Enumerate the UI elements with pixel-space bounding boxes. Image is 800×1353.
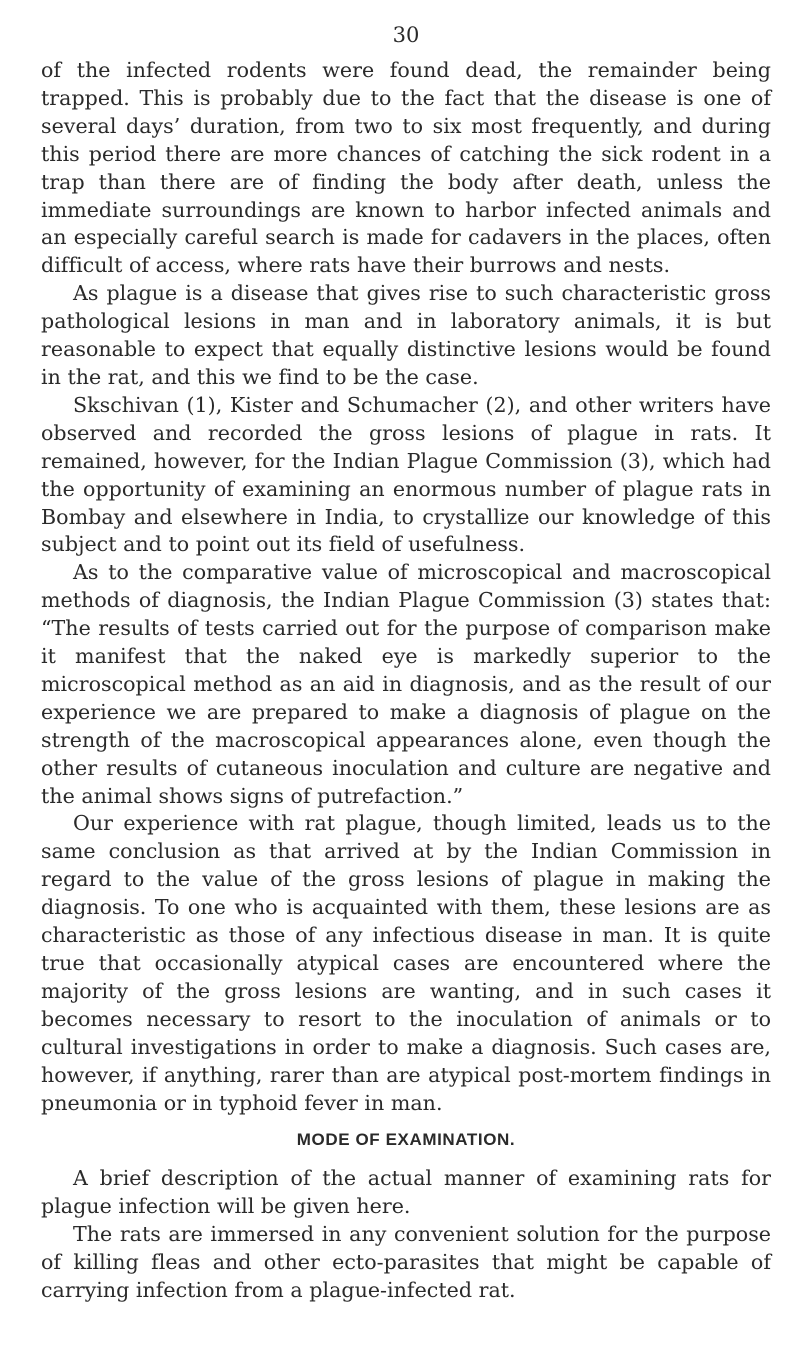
- paragraph-brief-description: A brief description of the actual manner of examining rats for plague infection will be given here.: [41, 1166, 771, 1219]
- page-number: 30: [392, 23, 420, 47]
- paragraph-continuation: of the infected rodents were found dead, the remainder being trapped. This is probably due to the fact that the disease is one of several days’ duration, from two to six most frequently, and during this period there are more chances of catching the sick rodent in a trap than there are of finding the body after death, unless the immediate surroundings are known to harbor infected animals and an especially careful search is made for cadavers in the places, often difficult of access, where rats have their burrows and nests.: [41, 58, 771, 278]
- paragraph-commission-quote: As to the comparative value of microscopical and macroscopical methods of diagnosis, the Indian Plague Commission (3) states that: “The results of tests carried out for the purpose of comparison make it manifest that the naked eye is markedly superior to the microscopical method as an aid in diagnosis, and as the result of our experience we are prepared to make a diagnosis of plague on the strength of the macroscopical appearances alone, even though the other results of cutaneous inoculation and culture are negative and the animal shows signs of putrefaction.”: [41, 560, 771, 808]
- paragraph-our-experience: Our experience with rat plague, though limited, leads us to the same conclusion as that arrived at by the Indian Commission in regard to the value of the gross lesions of plague in making the diagnosis. To one who is acquainted with them, these lesions are as characteristic as those of any infectious disease in man. It is quite true that occasionally atypical cases are encountered where the majority of the gross lesions are wanting, and in such cases it becomes necessary to resort to the inoculation of animals or to cultural investigations in order to make a diagnosis. Such cases are, however, if anything, rarer than are atypical post-mortem findings in pneumonia or in typhoid fever in man.: [41, 811, 771, 1115]
- body-text: [41, 57, 771, 1305]
- paragraph-immersion: The rats are immersed in any convenient solution for the purpose of killing fleas and other ecto-parasites that might be capable of carrying infection from a plague-infected rat.: [41, 1222, 771, 1303]
- section-heading: MODE OF EXAMINATION.: [296, 1130, 516, 1150]
- paragraph-observers: Skschivan (1), Kister and Schumacher (2), and other writers have observed and recorded the gross lesions of plague in rats. It remained, however, for the Indian Plague Commission (3), which had the opportunity of examining an enormous number of plague rats in Bombay and elsewhere in India, to crystallize our knowledge of this subject and to point out its field of usefulness.: [41, 392, 771, 557]
- paragraph-plague-lesions: As plague is a disease that gives rise to such characteristic gross pathological lesions in man and in laboratory animals, it is but reasonable to expect that equally distinctive lesions would be found in the rat, and this we find to be the case.: [41, 281, 771, 389]
